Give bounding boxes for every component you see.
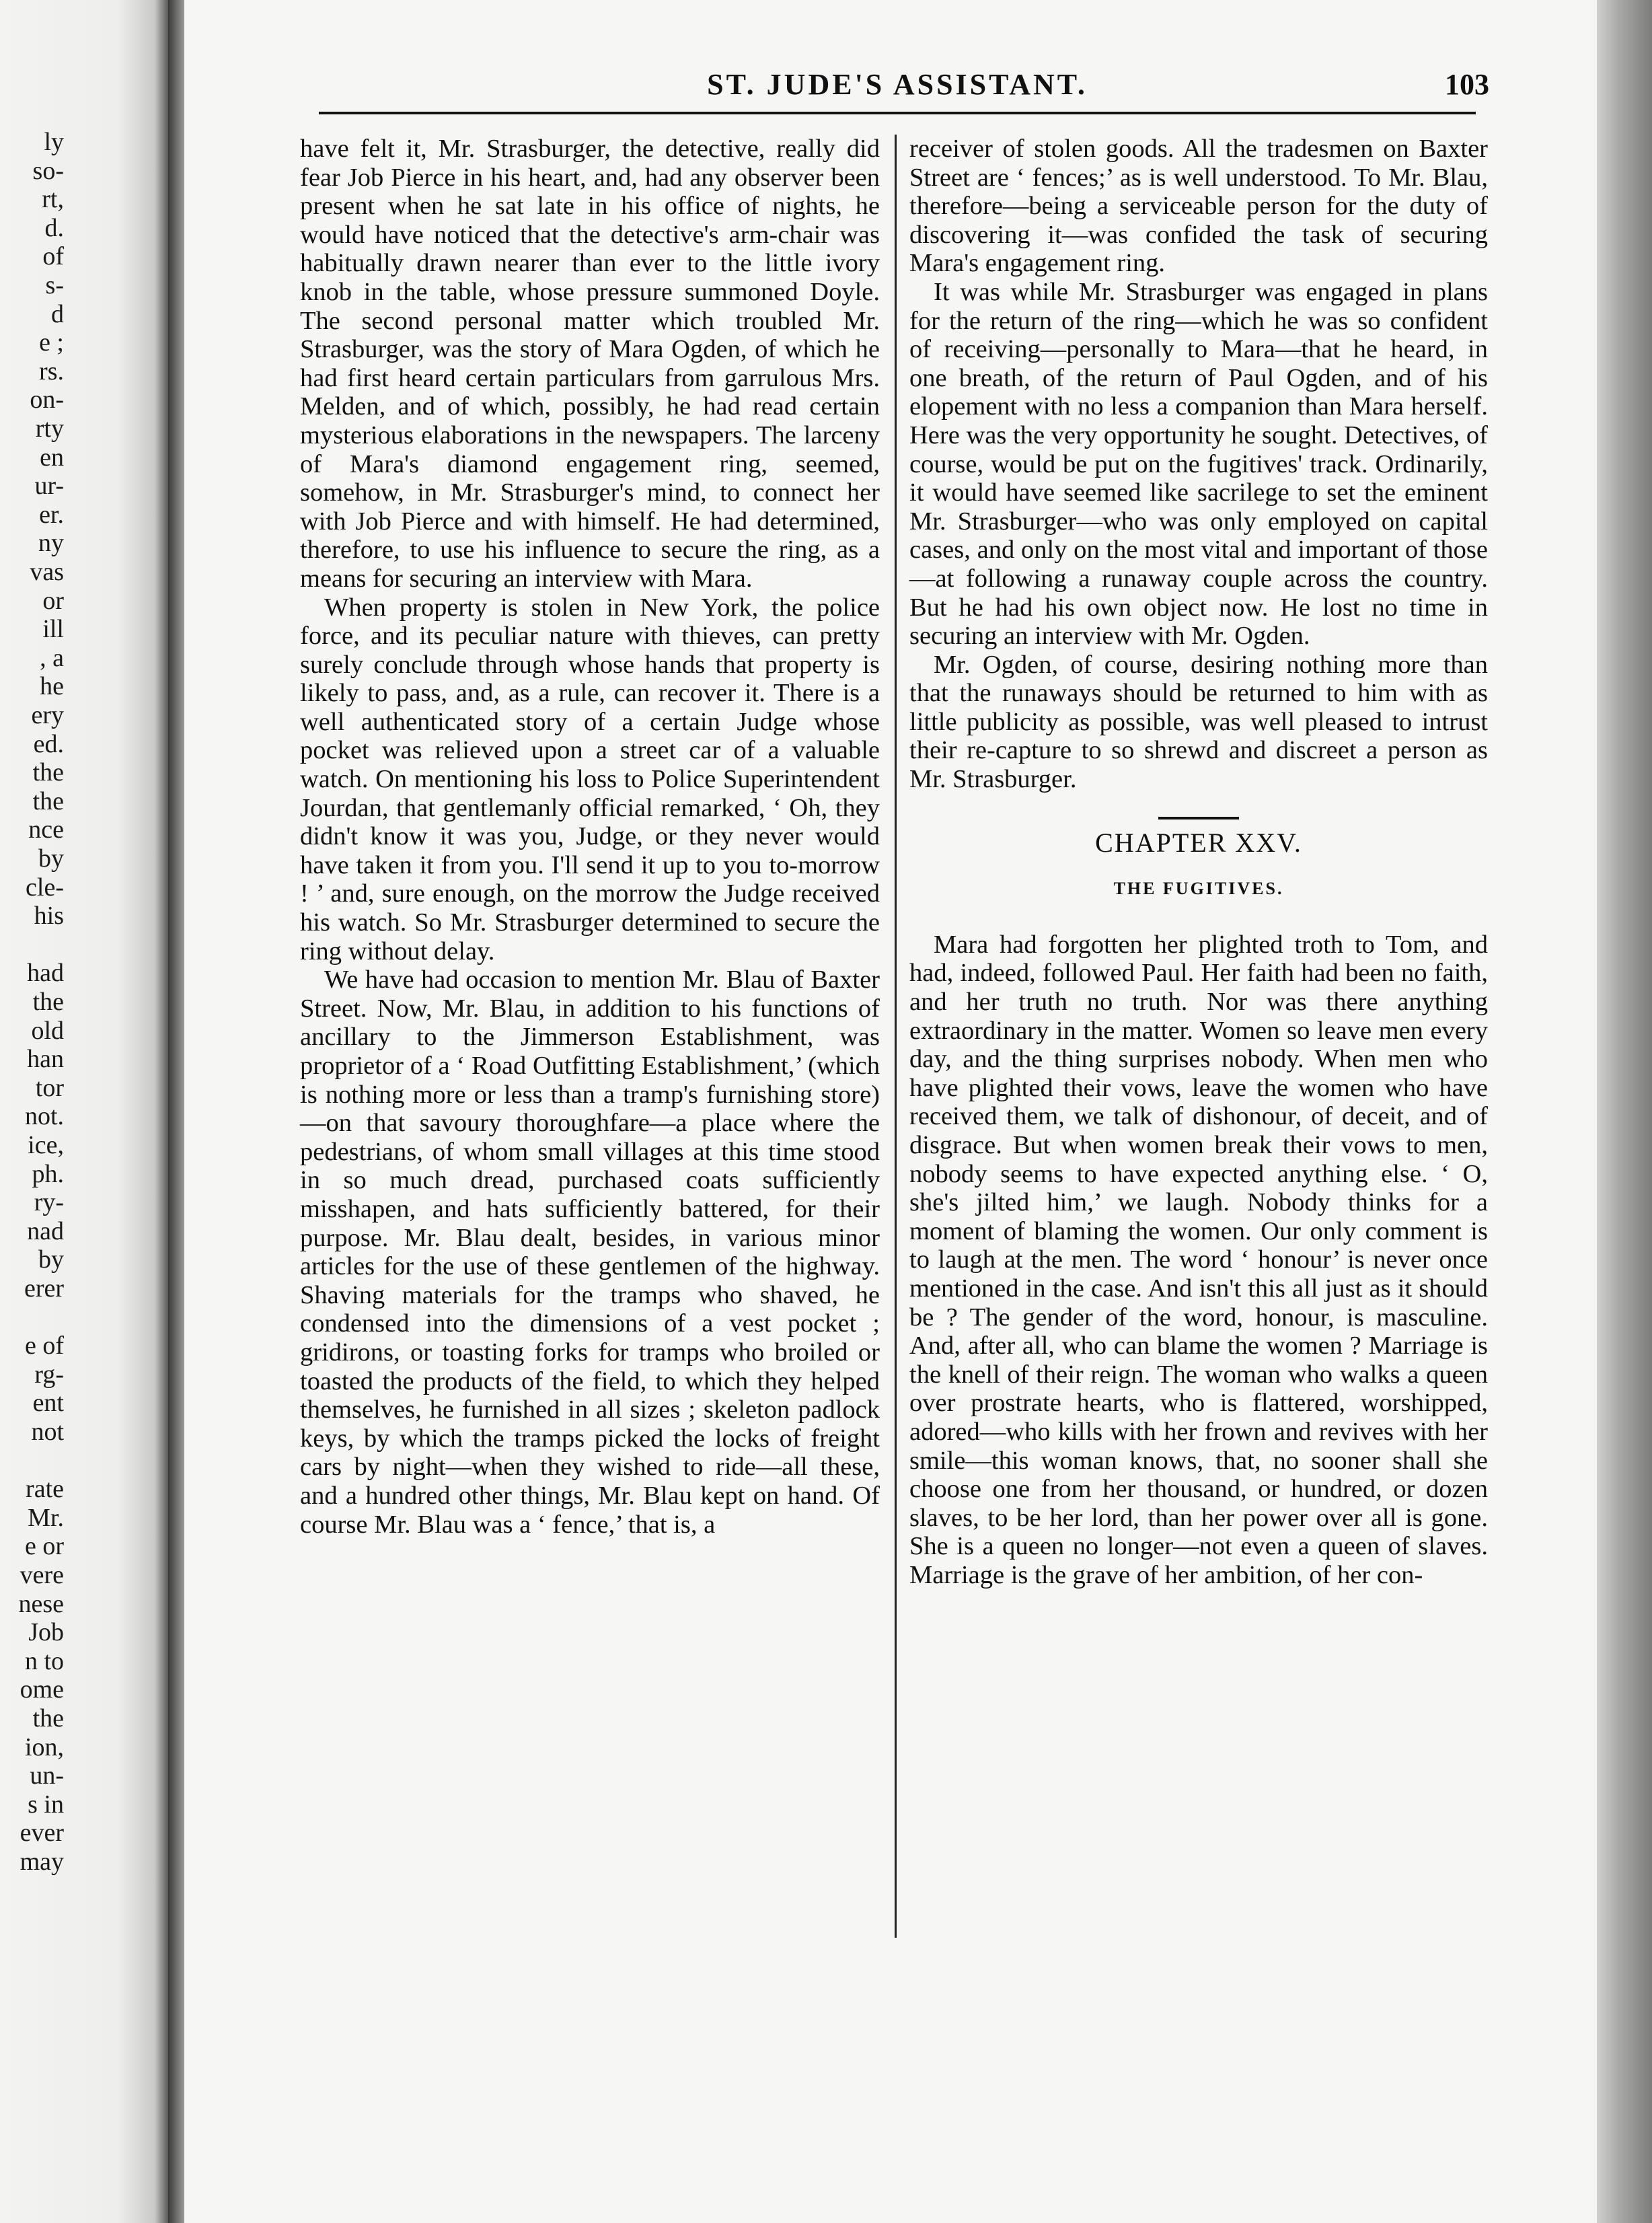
paragraph: When property is stolen in New York, the police force, and its peculiar nature with thieves, can pretty surely conclude through whose hands that property is likely to pass, and, as a rule, can recover it. There is a well authenticated story of a certain Judge whose pocket was relieved upon a street car of a valuable watch. On mentioning his loss to Police Superintendent Jourdan, that gentlemanly official remarked, ‘ Oh, they didn't know it was you, Judge, or they never would have taken it from you. I'll send it up to you to-morrow ! ’ and, sure enough, on the morrow the Judge received his watch. So Mr. Strasburger determined to secure the ring without delay. [300,593,880,965]
page-number: 103 [1445,68,1489,101]
paragraph: have felt it, Mr. Strasburger, the detective, really did fear Job Pierce in his heart, and, had any observer been present when he sat late in his office of nights, he would have noticed that the detective's arm-chair was habitually drawn nearer than ever to the little ivory knob in the table, whose pressure summoned Doyle. The second personal matter which troubled Mr. Strasburger, was the story of Mara Ogden, of which he had first heard certain particulars from garrulous Mrs. Melden, and of which, possibly, he had read certain mysterious elaborations in the newspapers. The larceny of Mara's diamond engagement ring, seemed, somehow, in Mr. Strasburger's mind, to connect her with Job Pierce and with himself. He had determined, therefore, to use his influence to secure the ring, as a means for securing an interview with Mara. [300,135,880,593]
margin-fragment: nce [28,815,64,844]
margin-fragment: the [32,758,64,787]
margin-fragment: rate [26,1475,64,1504]
margin-fragment: old [31,1016,64,1045]
margin-fragment: Job [28,1618,64,1647]
margin-fragment: ur- [34,472,64,501]
margin-fragment: un- [30,1761,64,1790]
margin-fragment: ery [31,701,64,729]
paragraph: Mr. Ogden, of course, desiring nothing more than that the runaways should be returned to him with as little publicity as possible, was well pleased to intrust their re-capture to so shrewd and discreet a person as Mr. Strasburger. [909,650,1488,794]
margin-fragment: s in [28,1790,64,1819]
running-header [319,67,1489,108]
margin-fragment: nese [18,1589,64,1618]
paragraph: We have had occasion to mention Mr. Blau of Baxter Street. Now, Mr. Blau, in addition to his functions of ancillary to the Jimmerson Establishment, was proprietor of a ‘ Road Outfitting Establishment,’ (which is nothing more or less than a tramp's furnishing store)—on that savoury thoroughfare—a place where the pedestrians, of whom small villages at this time stood in so much dread, purchased coats sufficiently misshapen, and hats sufficiently battered, for their purpose. Mr. Blau dealt, besides, in various minor articles for the use of these gentlemen of the highway. Shaving materials for the tramps who shaved, he condensed into the dimensions of a vest pocket ; gridirons, or toasting forks for tramps who broiled or toasted the products of the field, to which they helped themselves, he furnished in all sizes ; skeleton padlock keys, by which the tramps picked the locks of freight cars by night—when they wished to ride—all these, and a hundred other things, Mr. Blau kept on hand. Of course Mr. Blau was a ‘ fence,’ that is, a [300,965,880,1539]
margin-fragment: the [32,1704,64,1733]
margin-fragment: ny [38,529,64,558]
paragraph: It was while Mr. Strasburger was engaged in plans for the return of the ring—which he was so confident of receiving—personally to Mara—that he heard, in one breath, of the return of Paul Ogden, and of his elopement with no less a companion than Mara herself. Here was the very opportunity he sought. Detectives, of course, would be put on the fugitives' track. Ordinarily, it would have seemed like sacrilege to set the eminent Mr. Strasburger—who was only employed on capital cases, and only on the most vital and important of those—at following a runaway couple across the country. But he had his own object now. He lost no time in securing an interview with Mr. Ogden. [909,277,1488,651]
margin-fragment: ph. [32,1159,64,1188]
margin-fragment: by [38,1245,64,1274]
chapter-rule [1158,817,1239,819]
margin-fragment: the [32,787,64,815]
running-title: ST. JUDE'S ASSISTANT. [707,68,1088,101]
margin-fragment: e of [24,1332,64,1360]
margin-fragment: vere [20,1561,64,1589]
chapter-subtitle: THE FUGITIVES. [1113,879,1284,899]
book-gutter [168,0,184,2223]
margin-fragment: ry- [34,1188,64,1217]
margin-fragment: e or [24,1532,64,1561]
margin-fragment: vas [30,558,64,586]
right-column [909,135,1488,1590]
margin-fragment: rg- [34,1360,64,1389]
margin-fragment: may [20,1848,64,1876]
margin-fragment: ice, [28,1131,64,1159]
margin-fragment: on- [30,386,64,414]
margin-fragment: d. [44,213,64,242]
header-rule [319,112,1476,114]
margin-fragment: er. [39,500,64,529]
margin-fragment: of [42,242,64,271]
margin-fragment: en [40,443,64,472]
margin-fragment: ill [42,615,64,644]
margin-fragment: ed. [33,729,64,758]
left-column [300,135,880,1539]
margin-fragment: ent [32,1389,64,1418]
margin-fragment: the [32,988,64,1016]
paragraph: receiver of stolen goods. All the tradesmen on Baxter Street are ‘ fences;’ as is well understood. To Mr. Blau, therefore—being a serviceable person for the duty of discovering it—was confided the task of securing Mara's engagement ring. [909,135,1488,278]
margin-fragment: han [27,1045,64,1074]
margin-fragment: he [40,672,64,701]
margin-fragment: not. [24,1102,64,1131]
margin-fragment: rt, [42,185,64,214]
margin-fragment: erer [24,1274,64,1303]
margin-fragment: not [31,1418,64,1446]
margin-fragment: rty [35,414,64,443]
margin-fragment: cle- [26,873,64,902]
margin-fragment: his [34,902,64,931]
margin-fragment: nad [27,1216,64,1245]
margin-fragment: ever [20,1819,64,1848]
margin-fragment: ome [20,1675,64,1704]
margin-fragment: Mr. [28,1503,64,1532]
margin-fragment: tor [35,1073,64,1102]
column-divider [895,135,897,1938]
margin-fragment: e ; [39,328,64,357]
page-edge-right [1597,0,1652,2223]
margin-fragment: d [51,299,64,328]
margin-fragment: or [42,586,64,615]
margin-fragment: ly [44,128,64,156]
margin-fragment: n to [24,1646,64,1675]
margin-fragment: by [38,844,64,873]
margin-fragment: rs. [39,357,64,386]
margin-fragment: s- [45,271,64,299]
margin-fragment: , a [40,643,64,672]
facing-page-edge [0,0,168,2223]
margin-fragment: ion, [24,1733,64,1761]
chapter-title: CHAPTER XXV. [1095,827,1302,858]
margin-fragment: had [27,959,64,988]
margin-fragment: so- [32,156,64,185]
paragraph: Mara had forgotten her plighted troth to Tom, and had, indeed, followed Paul. Her faith had been no faith, and her truth no truth. Nor was there anything extraordinary in the matter. Women so leave men every day, and the thing surprises nobody. When men who have plighted their vows, leave the women who have received them, we talk of dishonour, of deceit, and of disgrace. But when women break their vows to men, nobody seems to have expected anything else. ‘ O, she's jilted him,’ we laugh. Nobody thinks for a moment of blaming the women. Our only comment is to laugh at the men. The word ‘ honour’ is never once mentioned in the case. And isn't this all just as it should be ? The gender of the word, honour, is masculine. And, after all, who can blame the women ? Marriage is the knell of their reign. The woman who walks a queen over prostrate hearts, who is flattered, worshipped, adored—who kills with her frown and revives with her smile—this woman knows, that, no sooner shall she choose one from her thousand, or hundred, or dozen slaves, to be her lord, than her power over all is gone. She is a queen no longer—not even a queen of slaves. Marriage is the grave of her ambition, of her con- [909,930,1488,1589]
